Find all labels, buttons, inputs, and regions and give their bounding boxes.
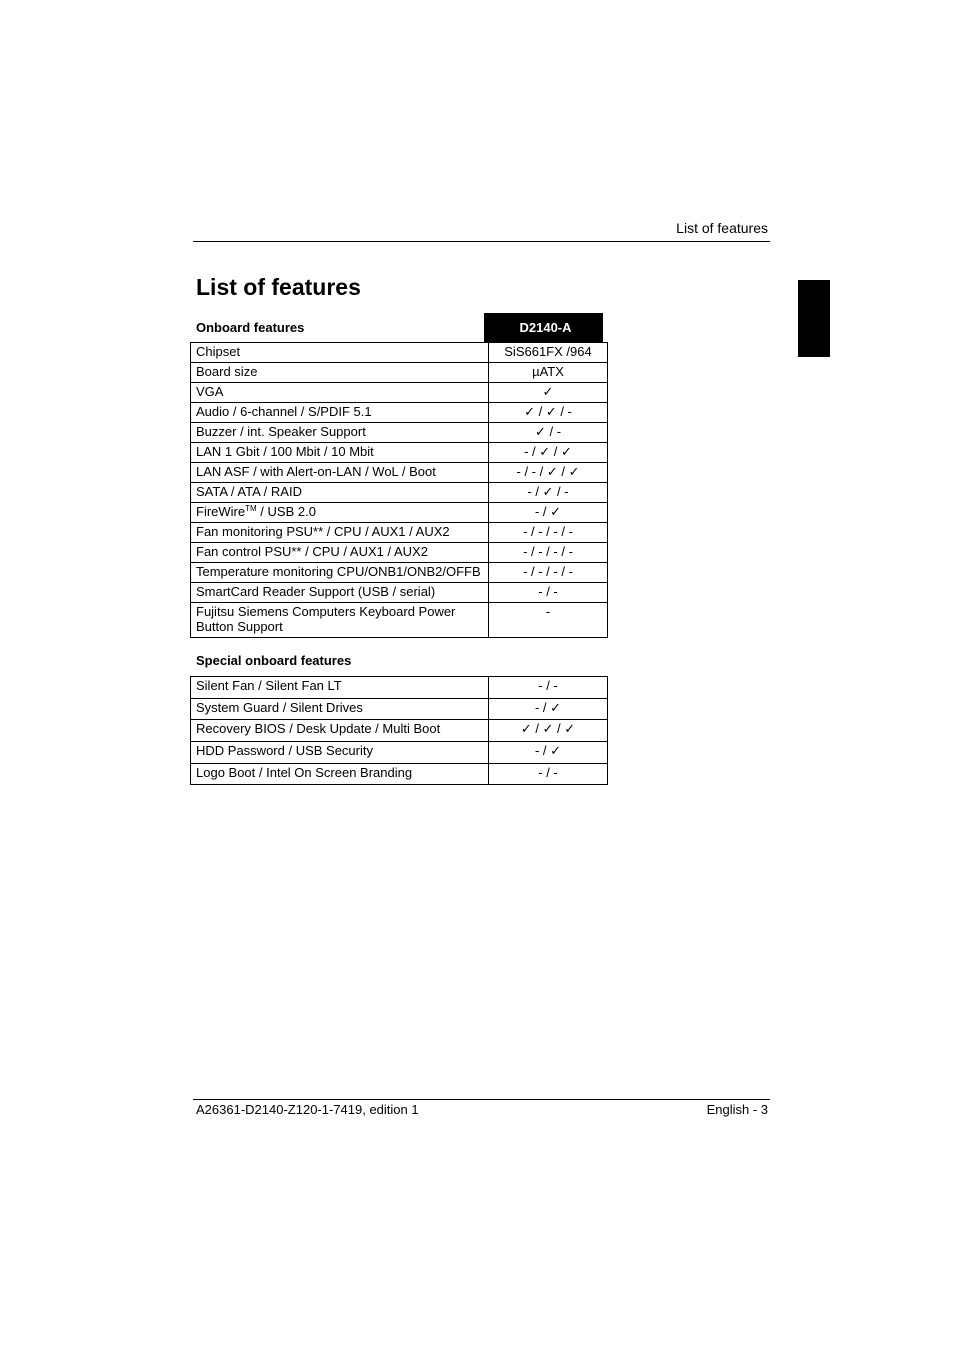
table-row xyxy=(191,363,608,383)
value-cell: ✓ / ✓ / ✓ xyxy=(489,720,608,742)
table-row xyxy=(191,742,608,764)
thumb-index-tab xyxy=(798,280,830,357)
table-row xyxy=(191,383,608,403)
table-row xyxy=(191,443,608,463)
feature-text: FireWire xyxy=(196,504,246,519)
table-row xyxy=(191,483,608,503)
feature-text: Fujitsu Siemens Computers Keyboard Power xyxy=(196,604,456,619)
feature-cell: Fan control PSU** / CPU / AUX1 / AUX2 xyxy=(191,543,489,563)
value-cell: - / - / - / - xyxy=(489,523,608,543)
feature-text: Button Support xyxy=(196,619,283,634)
value-cell: - / - xyxy=(489,764,608,785)
trademark-superscript: TM xyxy=(245,504,257,513)
value-cell: ✓ / - xyxy=(489,423,608,443)
value-cell: - / - / ✓ / ✓ xyxy=(489,463,608,483)
value-cell: SiS661FX /964 xyxy=(489,343,608,363)
feature-cell: HDD Password / USB Security xyxy=(191,742,489,764)
running-header: List of features xyxy=(193,219,770,242)
table-row xyxy=(191,699,608,720)
value-cell: ✓ / ✓ / - xyxy=(489,403,608,423)
feature-cell: Silent Fan / Silent Fan LT xyxy=(191,677,489,699)
feature-cell: Audio / 6-channel / S/PDIF 5.1 xyxy=(191,403,489,423)
value-cell: - xyxy=(489,603,608,638)
feature-cell: Board size xyxy=(191,363,489,383)
value-cell: - / ✓ / ✓ xyxy=(489,443,608,463)
special-features-table xyxy=(190,676,607,785)
table-row xyxy=(191,543,608,563)
table-row xyxy=(191,503,608,523)
page-title: List of features xyxy=(196,274,361,300)
table-row xyxy=(191,603,608,638)
onboard-table-header xyxy=(190,313,607,342)
onboard-features-heading: Onboard features xyxy=(196,320,305,335)
feature-cell xyxy=(191,503,489,523)
table-row xyxy=(191,403,608,423)
value-cell: µATX xyxy=(489,363,608,383)
page-number: English - 3 xyxy=(706,1102,768,1117)
feature-cell: Temperature monitoring CPU/ONB1/ONB2/OFFB xyxy=(191,563,489,583)
table-row xyxy=(191,343,608,363)
feature-cell: Buzzer / int. Speaker Support xyxy=(191,423,489,443)
onboard-features-table xyxy=(190,313,607,638)
table-row xyxy=(191,523,608,543)
page-footer xyxy=(193,1099,770,1117)
feature-cell: Recovery BIOS / Desk Update / Multi Boot xyxy=(191,720,489,742)
value-cell: - / - / - / - xyxy=(489,563,608,583)
value-cell: - / ✓ xyxy=(489,699,608,720)
value-cell: - / - / - / - xyxy=(489,543,608,563)
value-cell: - / ✓ xyxy=(489,742,608,764)
table-row xyxy=(191,720,608,742)
feature-cell: Chipset xyxy=(191,343,489,363)
table-row xyxy=(191,764,608,785)
table-row xyxy=(191,583,608,603)
feature-cell: Fan monitoring PSU** / CPU / AUX1 / AUX2 xyxy=(191,523,489,543)
table-row xyxy=(191,677,608,699)
special-features-heading: Special onboard features xyxy=(196,653,352,668)
feature-text: / USB 2.0 xyxy=(256,504,316,519)
value-cell: - / - xyxy=(489,677,608,699)
feature-cell xyxy=(191,603,489,638)
value-cell: ✓ xyxy=(489,383,608,403)
table-row xyxy=(191,423,608,443)
feature-cell: Logo Boot / Intel On Screen Branding xyxy=(191,764,489,785)
value-cell: - / ✓ xyxy=(489,503,608,523)
document-id: A26361-D2140-Z120-1-7419, edition 1 xyxy=(196,1102,419,1117)
feature-cell: LAN 1 Gbit / 100 Mbit / 10 Mbit xyxy=(191,443,489,463)
feature-cell: VGA xyxy=(191,383,489,403)
feature-cell: SATA / ATA / RAID xyxy=(191,483,489,503)
table-row xyxy=(191,463,608,483)
feature-cell: LAN ASF / with Alert-on-LAN / WoL / Boot xyxy=(191,463,489,483)
value-cell: - / ✓ / - xyxy=(489,483,608,503)
feature-cell: System Guard / Silent Drives xyxy=(191,699,489,720)
board-model-column-header: D2140-A xyxy=(484,313,603,342)
value-cell: - / - xyxy=(489,583,608,603)
table-row xyxy=(191,563,608,583)
feature-cell: SmartCard Reader Support (USB / serial) xyxy=(191,583,489,603)
